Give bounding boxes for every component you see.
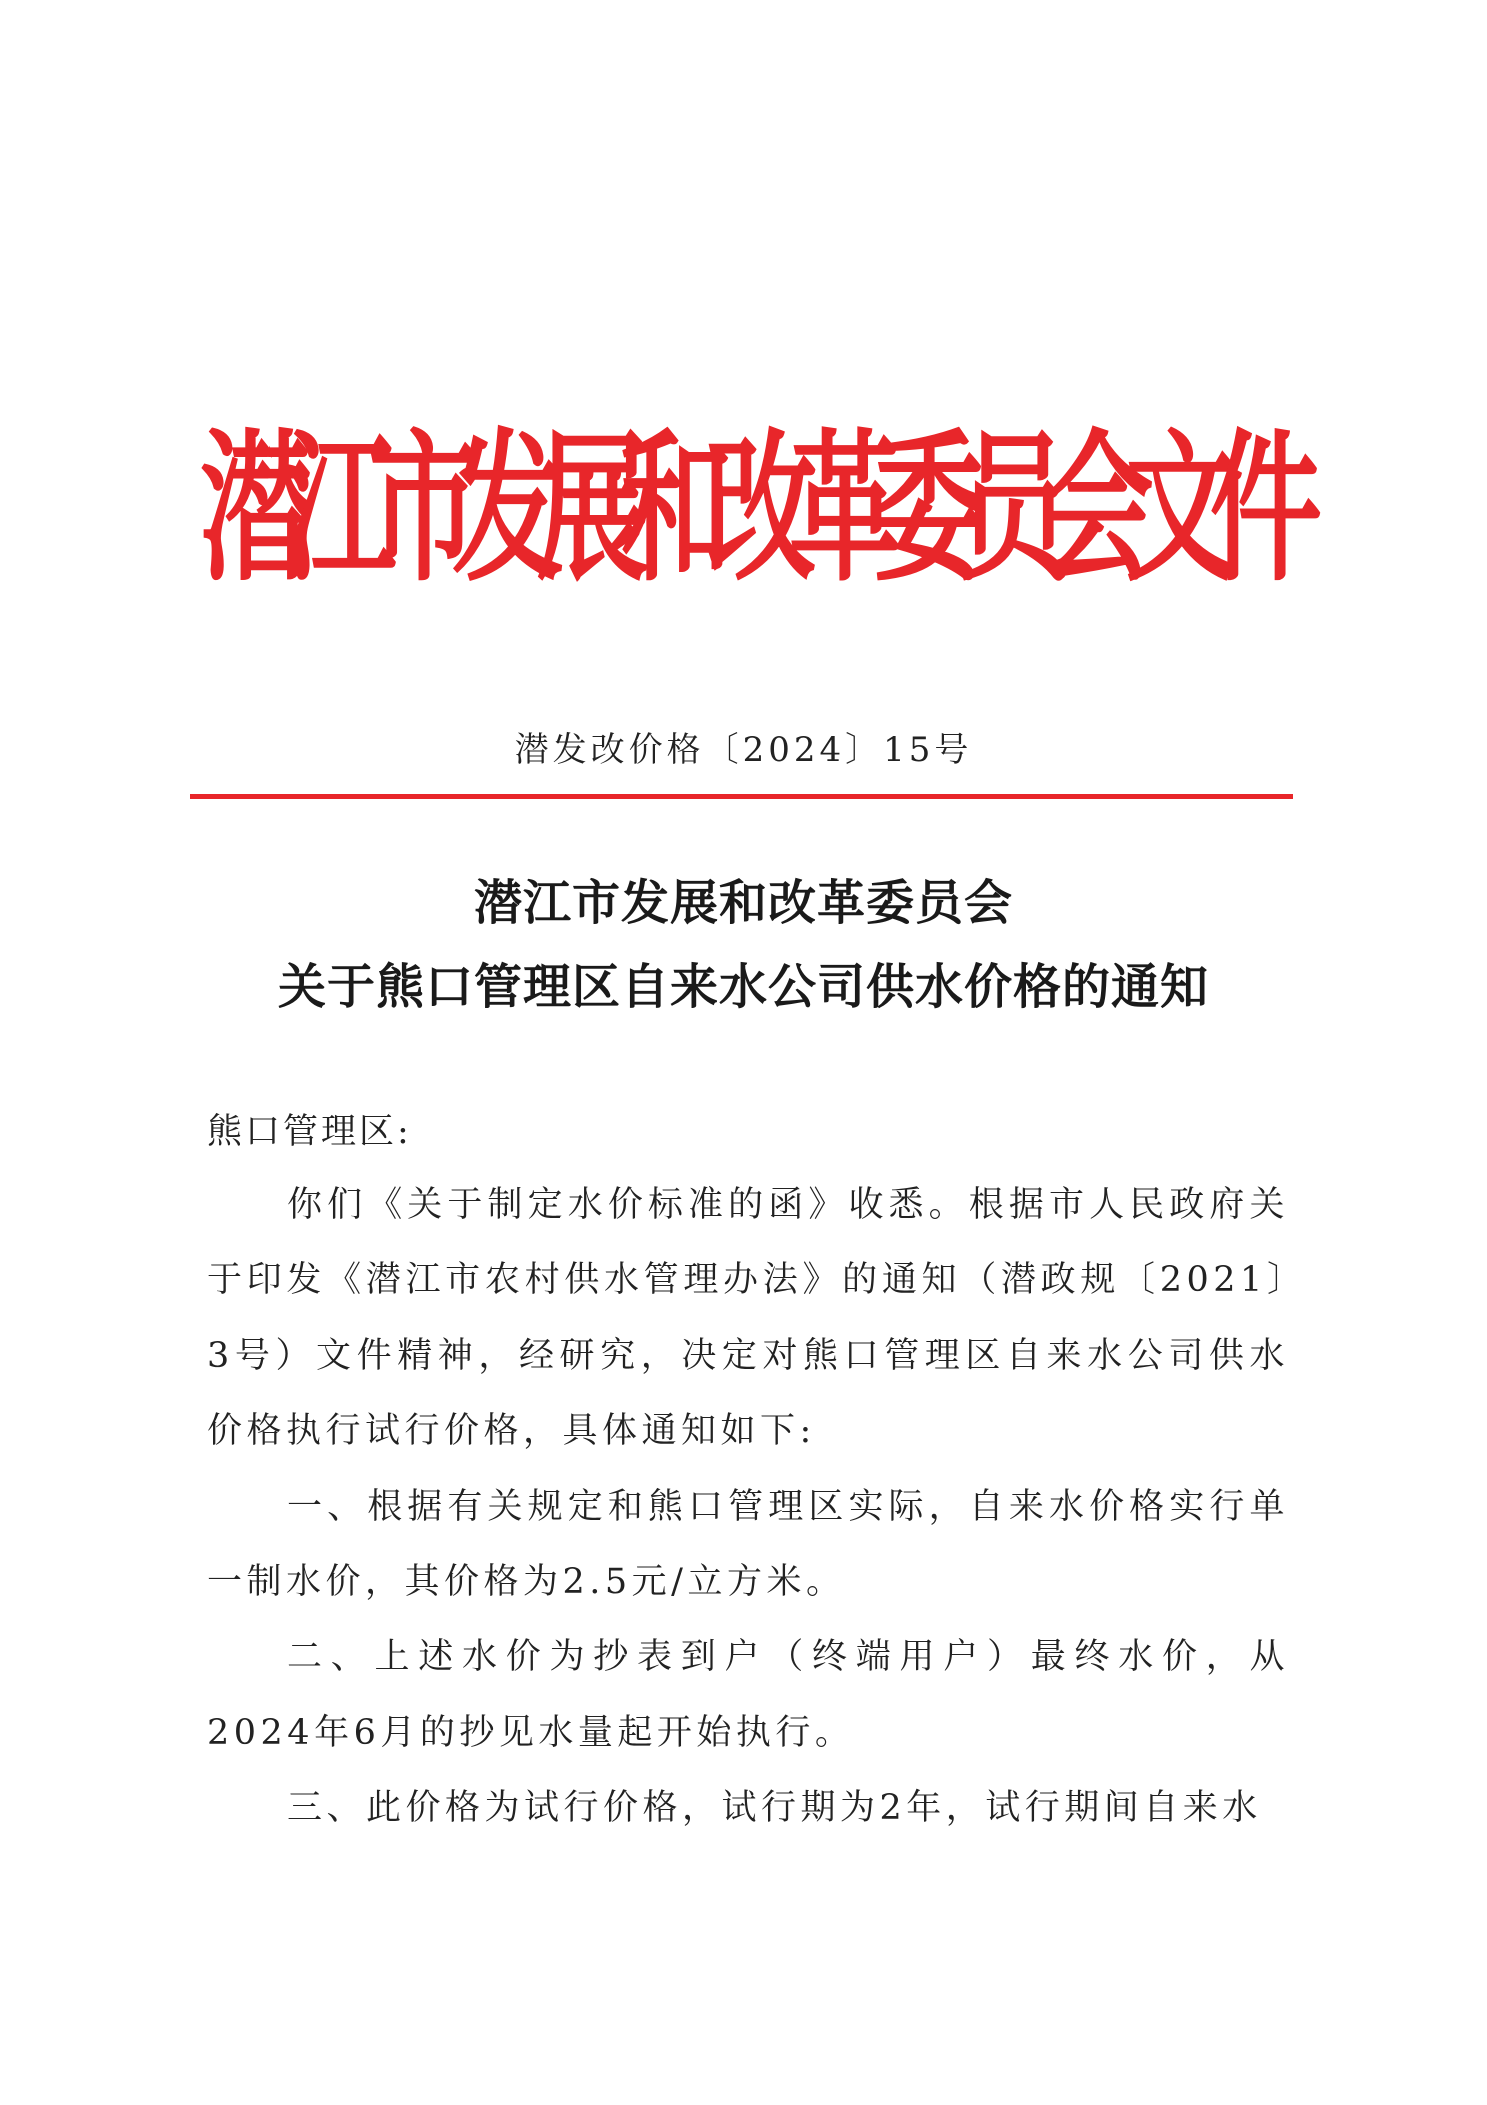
red-divider-line	[190, 794, 1293, 799]
masthead-char: 展	[536, 415, 649, 605]
body-paragraph: 三、此价格为试行价格，试行期为2年，试行期间自来水	[287, 1788, 1262, 1829]
body-paragraph: 二、上述水价为抄表到户（终端用户）最终水价，从2024年6月的抄见水量起开始执行。	[207, 1637, 1289, 1753]
notice-title-line-2: 关于熊口管理区自来水公司供水价格的通知	[277, 959, 1209, 1015]
masthead-char: 革	[789, 415, 902, 605]
masthead-char: 市	[368, 415, 481, 605]
masthead-char: 江	[284, 415, 397, 605]
masthead-char: 委	[873, 415, 986, 605]
masthead-char: 员	[957, 415, 1070, 605]
masthead-char: 发	[452, 415, 565, 605]
masthead-char: 改	[704, 415, 817, 605]
salutation: 熊口管理区:	[207, 1112, 412, 1152]
notice-body	[207, 1168, 1289, 1847]
notice-title-line-1: 潜江市发展和改革委员会	[473, 875, 1013, 931]
masthead-char: 文	[1125, 415, 1238, 605]
body-paragraph: 一、根据有关规定和熊口管理区实际，自来水价格实行单一制水价，其价格为2.5元/立方米。	[207, 1486, 1289, 1603]
masthead-char: 会	[1041, 415, 1154, 605]
masthead-char: 和	[620, 415, 733, 605]
document-number: 潜发改价格〔2024〕15号	[514, 730, 973, 770]
body-paragraph: 你们《关于制定水价标准的函》收悉。根据市人民政府关于印发《潜江市农村供水管理办法》的通知（潜政规〔2021〕3号）文件精神，经研究，决定对熊口管理区自来水公司供水价格执行试行价格，具体通知如下:	[207, 1185, 1289, 1452]
masthead-char: 潜	[200, 415, 312, 605]
masthead-title	[200, 415, 1322, 605]
masthead-char: 件	[1209, 415, 1322, 605]
